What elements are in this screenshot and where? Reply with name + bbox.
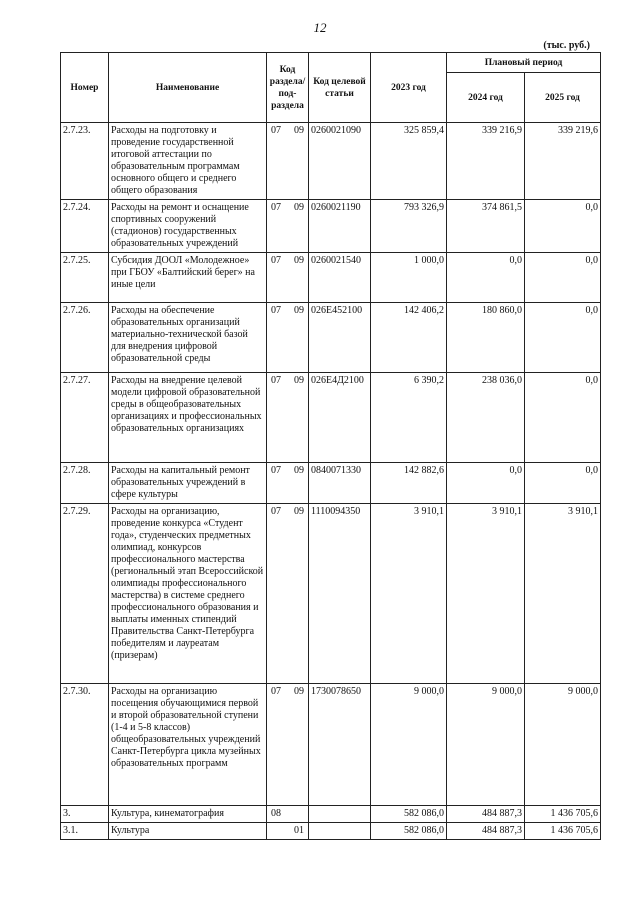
table-row [61, 504, 601, 684]
table-row [61, 373, 601, 463]
row-value-2024: 9 000,0 [447, 684, 525, 806]
header-planning-period: Плановый период [447, 53, 601, 73]
row-value-2023: 142 882,6 [371, 463, 447, 504]
row-target-code: 0840071330 [309, 463, 371, 504]
table-body [61, 123, 601, 840]
row-section-code [267, 504, 309, 684]
row-target-code [309, 806, 371, 823]
header-section-code: Код раздела/ под- раздела [267, 53, 309, 123]
row-value-2025: 3 910,1 [525, 504, 601, 684]
row-value-2025: 0,0 [525, 200, 601, 253]
row-name: Субсидия ДООЛ «Молодежное» при ГБОУ «Балтийский берег» на иные цели [109, 253, 267, 303]
row-value-2025: 339 219,6 [525, 123, 601, 200]
subsection-code: 09 [294, 686, 304, 697]
row-section-code [267, 303, 309, 373]
row-value-2023: 1 000,0 [371, 253, 447, 303]
row-section-code [267, 373, 309, 463]
units-label: (тыс. руб.) [543, 40, 590, 51]
section-code: 07 [271, 305, 281, 316]
table-row [61, 253, 601, 303]
row-target-code: 0260021540 [309, 253, 371, 303]
row-target-code: 1730078650 [309, 684, 371, 806]
table-row [61, 463, 601, 504]
header-number: Номер [61, 53, 109, 123]
subsection-code: 09 [294, 305, 304, 316]
row-value-2023: 9 000,0 [371, 684, 447, 806]
header-year-2025: 2025 год [525, 73, 601, 123]
row-value-2023: 142 406,2 [371, 303, 447, 373]
row-name: Расходы на обеспечение образовательных организаций материально-технической базой для внедрения цифровой образовательной среды [109, 303, 267, 373]
section-code: 07 [271, 125, 281, 136]
section-code: 07 [271, 255, 281, 266]
subsection-code: 09 [294, 506, 304, 517]
row-number: 2.7.24. [61, 200, 109, 253]
row-name: Расходы на внедрение целевой модели цифровой образовательной среды в общеобразовательных организациях и профессиональных образовательных организациях [109, 373, 267, 463]
section-code: 07 [271, 465, 281, 476]
row-section-code [267, 684, 309, 806]
row-name: Расходы на организацию, проведение конкурса «Студент года», студенческих предметных олимпиад, конкурсов профессионального мастерства (региональный этап Всероссийской олимпиады профессионального мастерства) в системе среднего профессионального образования и выплаты именных стипендий Правительства Санкт-Петербурга победителям и лауреатам (призерам) [109, 504, 267, 684]
row-name: Культура, кинематография [109, 806, 267, 823]
table-row [61, 823, 601, 840]
row-name: Культура [109, 823, 267, 840]
row-section-code [267, 123, 309, 200]
row-number: 2.7.30. [61, 684, 109, 806]
row-value-2024: 374 861,5 [447, 200, 525, 253]
section-code: 07 [271, 202, 281, 213]
row-number: 2.7.26. [61, 303, 109, 373]
section-code: 07 [271, 506, 281, 517]
row-name: Расходы на подготовку и проведение государственной итоговой аттестации по образовательным программам основного общего и среднего общего образования [109, 123, 267, 200]
table-row [61, 303, 601, 373]
row-section-code [267, 253, 309, 303]
subsection-code: 09 [294, 125, 304, 136]
row-value-2025: 0,0 [525, 463, 601, 504]
row-value-2024: 3 910,1 [447, 504, 525, 684]
header-target-code: Код целевой статьи [309, 53, 371, 123]
header-year-2024: 2024 год [447, 73, 525, 123]
section-code: 08 [271, 808, 281, 819]
row-value-2025: 1 436 705,6 [525, 823, 601, 840]
row-target-code [309, 823, 371, 840]
page-number: 12 [313, 20, 327, 35]
row-value-2025: 0,0 [525, 303, 601, 373]
row-name: Расходы на ремонт и оснащение спортивных сооружений (стадионов) государственных образовательных учреждений [109, 200, 267, 253]
row-value-2025: 1 436 705,6 [525, 806, 601, 823]
row-target-code: 0260021190 [309, 200, 371, 253]
header-name: Наименование [109, 53, 267, 123]
table-row [61, 684, 601, 806]
row-target-code: 026Е4Д2100 [309, 373, 371, 463]
table-row [61, 200, 601, 253]
subsection-code: 09 [294, 255, 304, 266]
subsection-code: 09 [294, 202, 304, 213]
budget-table [60, 52, 601, 840]
row-target-code: 1110094350 [309, 504, 371, 684]
row-section-code [267, 823, 309, 840]
table-row [61, 806, 601, 823]
row-value-2024: 238 036,0 [447, 373, 525, 463]
row-value-2023: 3 910,1 [371, 504, 447, 684]
row-number: 2.7.25. [61, 253, 109, 303]
row-number: 2.7.23. [61, 123, 109, 200]
row-value-2025: 0,0 [525, 373, 601, 463]
row-value-2024: 0,0 [447, 463, 525, 504]
row-value-2023: 582 086,0 [371, 823, 447, 840]
row-number: 2.7.28. [61, 463, 109, 504]
section-code: 07 [271, 686, 281, 697]
row-value-2023: 6 390,2 [371, 373, 447, 463]
row-value-2024: 484 887,3 [447, 823, 525, 840]
row-section-code [267, 200, 309, 253]
row-value-2024: 180 860,0 [447, 303, 525, 373]
row-name: Расходы на капитальный ремонт образовательных учреждений в сфере культуры [109, 463, 267, 504]
row-number: 3.1. [61, 823, 109, 840]
table-row [61, 123, 601, 200]
section-code: 07 [271, 375, 281, 386]
row-number: 2.7.29. [61, 504, 109, 684]
row-value-2024: 484 887,3 [447, 806, 525, 823]
row-value-2025: 0,0 [525, 253, 601, 303]
row-value-2024: 339 216,9 [447, 123, 525, 200]
subsection-code: 09 [294, 375, 304, 386]
header-year-2023: 2023 год [371, 53, 447, 123]
row-section-code [267, 806, 309, 823]
row-number: 2.7.27. [61, 373, 109, 463]
row-value-2025: 9 000,0 [525, 684, 601, 806]
row-value-2024: 0,0 [447, 253, 525, 303]
row-value-2023: 793 326,9 [371, 200, 447, 253]
row-section-code [267, 463, 309, 504]
row-name: Расходы на организацию посещения обучающимися первой и второй образовательной ступени (1-4 и 5-8 классов) общеобразовательных учреждений Санкт-Петербурга цикла музейных образовательных программ [109, 684, 267, 806]
subsection-code: 09 [294, 465, 304, 476]
row-value-2023: 582 086,0 [371, 806, 447, 823]
row-target-code: 0260021090 [309, 123, 371, 200]
subsection-code: 01 [294, 825, 304, 836]
row-value-2023: 325 859,4 [371, 123, 447, 200]
row-target-code: 026Е452100 [309, 303, 371, 373]
row-number: 3. [61, 806, 109, 823]
